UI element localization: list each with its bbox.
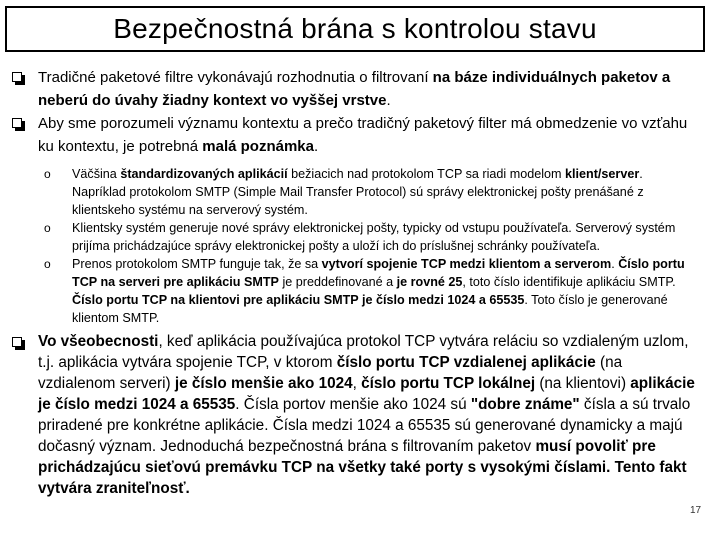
circle-bullet-icon: o bbox=[44, 167, 51, 181]
bold-text-run: klient/server bbox=[565, 167, 640, 181]
bold-text-run: číslo portu TCP lokálnej bbox=[361, 375, 536, 392]
slide-content bbox=[8, 66, 698, 499]
bullet-item bbox=[8, 331, 698, 499]
bold-text-run: Vo všeobecnosti bbox=[38, 333, 159, 350]
text-run: Väčšina bbox=[72, 167, 121, 181]
text-run: , bbox=[352, 375, 362, 392]
text-run: . bbox=[386, 92, 391, 109]
sub-bullet-text bbox=[72, 167, 644, 217]
bullet-text bbox=[38, 333, 695, 497]
text-run: . Napríklad protokolom SMTP (Simple Mail Transfer Protocol) sú správy elektronickej pošty prenášané z klientskeho systému na serverový systém. bbox=[72, 167, 644, 217]
sub-bullet-list bbox=[8, 165, 698, 327]
sub-bullet-item bbox=[44, 165, 698, 219]
bold-text-run: štandardizovaných aplikácií bbox=[120, 167, 288, 181]
bold-text-run: Číslo portu TCP na serveri pre aplikáciu SMTP bbox=[72, 257, 685, 289]
sub-bullet-item bbox=[44, 255, 698, 327]
bold-text-run: vytvorí spojenie TCP medzi klientom a serverom bbox=[321, 257, 612, 271]
bold-text-run: musí povoliť pre prichádzajúcu sieťovú premávku TCP na všetky také porty s vysokými číslami. Tento fakt vytvára zraniteľnosť. bbox=[38, 438, 687, 497]
sub-bullet-text bbox=[72, 221, 675, 253]
bold-text-run: malá poznámka bbox=[202, 138, 314, 155]
circle-bullet-icon: o bbox=[44, 221, 51, 235]
bold-text-run: je číslo menšie ako 1024 bbox=[174, 375, 353, 392]
text-run: (na vzdialenom serveri) bbox=[38, 354, 623, 392]
bullet-item bbox=[8, 112, 698, 158]
text-run: (na klientovi) bbox=[535, 375, 631, 392]
text-run: , keď aplikácia používajúca protokol TCP vytvára reláciu so vzdialeným uzlom, t.j. aplikácia vytvára spojenie TCP, v ktorom bbox=[38, 333, 689, 371]
text-run: . bbox=[314, 138, 319, 155]
page-number: 17 bbox=[690, 505, 702, 516]
bullet-text bbox=[38, 115, 687, 155]
text-run: Klientsky systém generuje nové správy elektronickej pošty, typicky od vstupu používateľa. Serverový systém prijíma prichádzajúce správy elektronickej pošty a uloží ich do príslušnej schránky používateľa. bbox=[72, 221, 676, 253]
text-run: Aby sme porozumeli významu kontextu a prečo tradičný paketový filter má obmedzenie vo vzťahu ku kontextu, je potrebná bbox=[38, 115, 688, 155]
text-run: Prenos protokolom SMTP funguje tak, že sa bbox=[72, 257, 322, 271]
bold-text-run: číslo portu TCP vzdialenej aplikácie bbox=[336, 354, 596, 371]
slide-title: Bezpečnostná brána s kontrolou stavu bbox=[113, 13, 597, 44]
text-run: čísla a sú trvalo priradené pre konkrétne aplikácie. Čísla medzi 1024 a 65535 sú generované dynamicky a majú dočasný význam. Jednoduchá bezpečnostná brána s filtrovaním paketov bbox=[38, 396, 691, 455]
checkbox-bullet-icon bbox=[12, 118, 22, 128]
sub-bullet-item bbox=[44, 219, 698, 255]
text-run: je preddefinované a bbox=[278, 275, 397, 289]
bold-text-run: "dobre známe" bbox=[470, 396, 580, 413]
text-run: . bbox=[611, 257, 619, 271]
bold-text-run: Číslo portu TCP na klientovi pre aplikáciu SMTP je číslo medzi 1024 a 65535 bbox=[72, 293, 525, 307]
bold-text-run: na báze individuálnych paketov a neberú do úvahy žiadny kontext vo vyššej vrstve bbox=[38, 69, 671, 109]
checkbox-bullet-icon bbox=[12, 337, 22, 347]
text-run: bežiacich nad protokolom TCP sa riadi modelom bbox=[287, 167, 566, 181]
bold-text-run: aplikácie je číslo medzi 1024 a 65535 bbox=[38, 375, 695, 413]
title-box bbox=[5, 6, 705, 52]
sub-bullet-text bbox=[72, 257, 685, 325]
bullet-item bbox=[8, 66, 698, 112]
text-run: . Čísla portov menšie ako 1024 sú bbox=[235, 396, 471, 413]
checkbox-bullet-icon bbox=[12, 72, 22, 82]
bold-text-run: je rovné 25 bbox=[396, 275, 463, 289]
circle-bullet-icon: o bbox=[44, 257, 51, 271]
text-run: , toto číslo identifikuje aplikáciu SMTP. bbox=[462, 275, 676, 289]
text-run: . Toto číslo je generované klientom SMTP. bbox=[72, 293, 668, 325]
bullet-text bbox=[38, 69, 670, 109]
text-run: Tradičné paketové filtre vykonávajú rozhodnutia o filtrovaní bbox=[38, 69, 433, 86]
